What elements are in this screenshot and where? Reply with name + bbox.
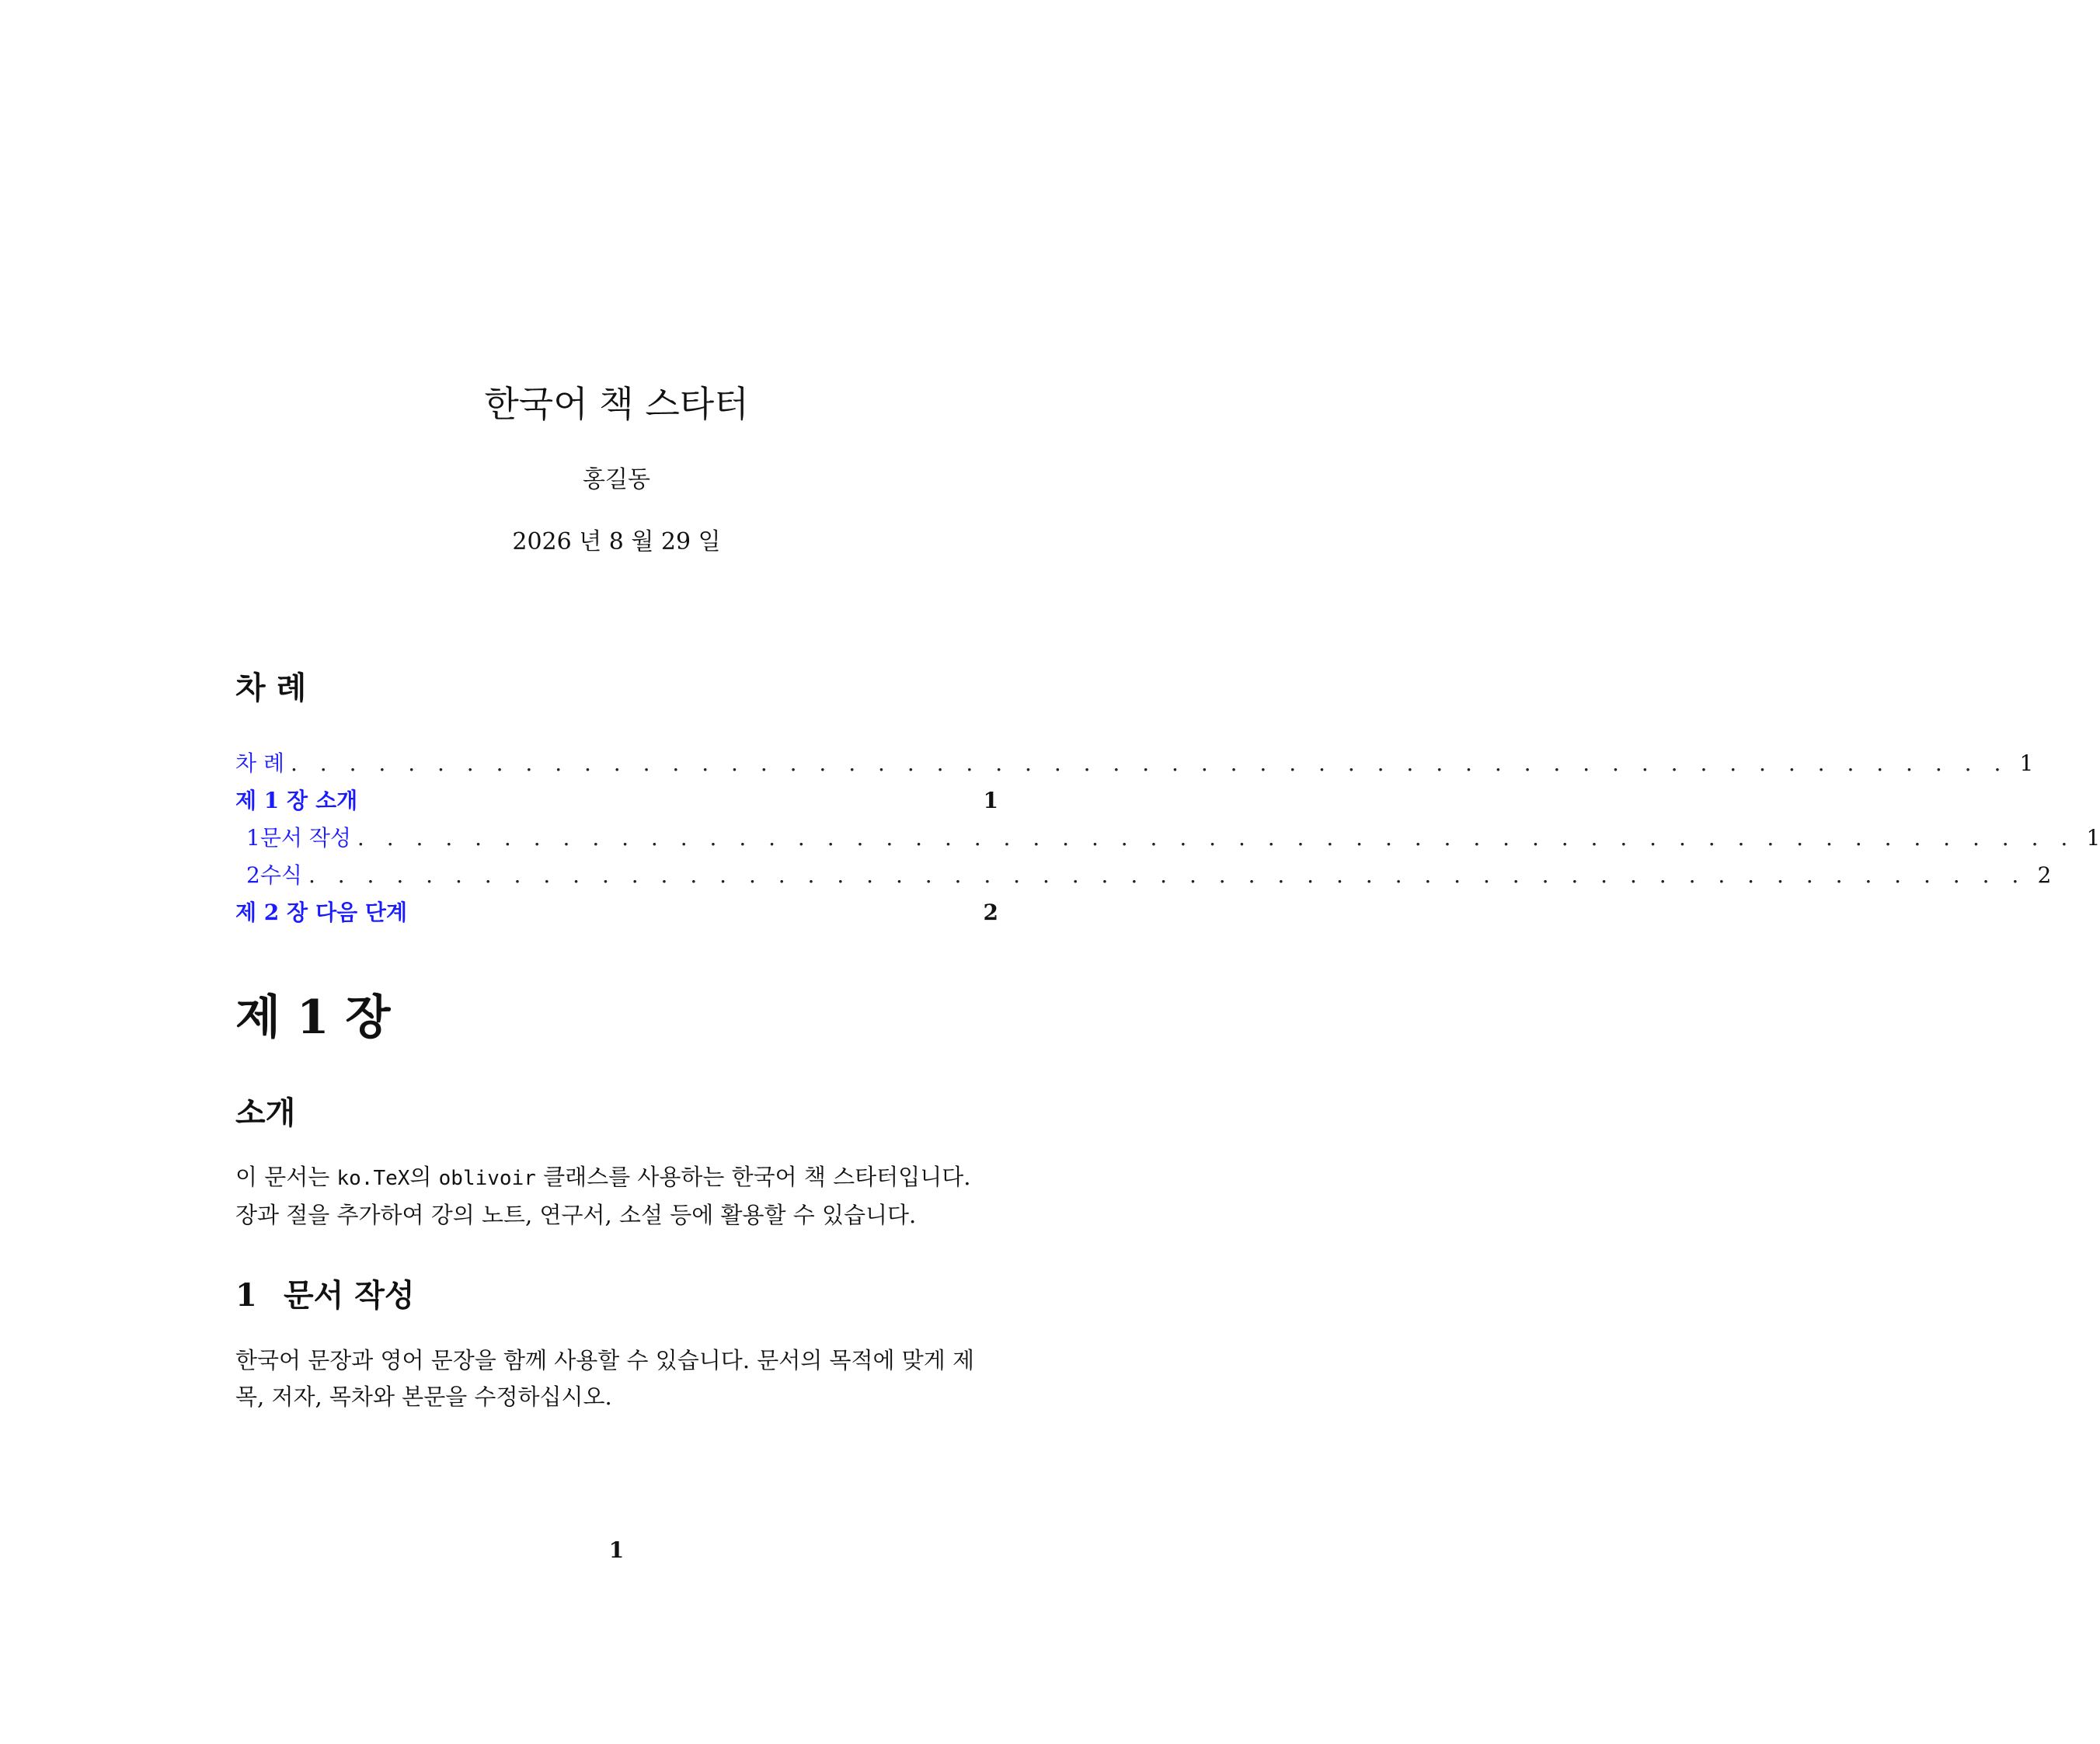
intro-text: 클래스를 사용하는 한국어 책 스타터입니다. 장과 절을 추가하여 강의 노트, 연구서, 소설 등에 활용할 수 있습니다. — [235, 1164, 971, 1228]
section-heading — [235, 1274, 998, 1318]
toc-leader-dots: . . . . . . . . . . . . . . . . . . . . . . . . . . . . . . . . . . . . . . . . . . . . . . . . . . . . . . . . . . . — [357, 825, 2076, 851]
toc-entry-number[interactable]: 2 — [246, 862, 260, 888]
document-date: 2026 년 8 월 29 일 — [512, 528, 721, 555]
toc-entry-page: 1 — [983, 788, 998, 813]
code-kotex: ko.TeX — [336, 1167, 410, 1190]
toc-entry-page: 1 — [2086, 825, 2100, 851]
section-paragraph: 한국어 문장과 영어 문장을 함께 사용할 수 있습니다. 문서의 목적에 맞게 제목, 저자, 목차와 본문을 수정하십시오. — [235, 1347, 975, 1410]
section-title: 문서 작성 — [284, 1277, 415, 1314]
toc-leader-dots: . . . . . . . . . . . . . . . . . . . . . . . . . . . . . . . . . . . . . . . . . . . . . . . . . . . . . . . . . . . — [291, 750, 2009, 776]
toc-entry-number[interactable]: 제 2 장 — [235, 900, 308, 925]
toc-entry-label[interactable]: 문서 작성 — [259, 825, 351, 851]
intro-text: 이 문서는 — [235, 1164, 337, 1190]
toc-entry-page: 2 — [2037, 862, 2052, 888]
chapter-subtitle: 소개 — [235, 1095, 296, 1131]
toc-entry-label[interactable]: 소개 — [315, 788, 358, 813]
toc-entry-number[interactable]: 제 1 장 — [235, 788, 308, 813]
toc-entry-number[interactable]: 1 — [246, 825, 260, 851]
chapter-heading: 제 1 장 — [235, 990, 391, 1045]
section-number: 1 — [235, 1277, 257, 1314]
intro-paragraph — [235, 1159, 998, 1234]
toc-leader-dots: . . . . . . . . . . . . . . . . . . . . . . . . . . . . . . . . . . . . . . . . . . . . . . . . . . . . . . . . . . . — [308, 862, 2027, 888]
toc-entry-page: 2 — [983, 900, 998, 925]
intro-text: 의 — [409, 1164, 439, 1190]
toc-heading: 차 례 — [235, 670, 307, 706]
toc-entry-label[interactable]: 다음 단계 — [315, 900, 408, 925]
toc-entry-contents[interactable] — [235, 742, 2034, 779]
toc-entry-label[interactable]: 차 례 — [235, 750, 284, 776]
document-title: 한국어 책 스타터 — [484, 383, 749, 425]
toc-entry-page: 1 — [2019, 750, 2034, 776]
toc-entry-chapter-1[interactable] — [235, 779, 998, 816]
code-oblivoir: oblivoir — [438, 1167, 536, 1190]
toc-entry-section-1[interactable] — [235, 816, 2100, 854]
toc-entry-section-2[interactable] — [235, 854, 2052, 891]
table-of-contents — [235, 742, 2100, 928]
toc-entry-label[interactable]: 수식 — [259, 862, 302, 888]
document-author: 홍길동 — [583, 466, 650, 493]
page-number: 1 — [608, 1537, 625, 1563]
toc-entry-chapter-2[interactable] — [235, 891, 998, 928]
